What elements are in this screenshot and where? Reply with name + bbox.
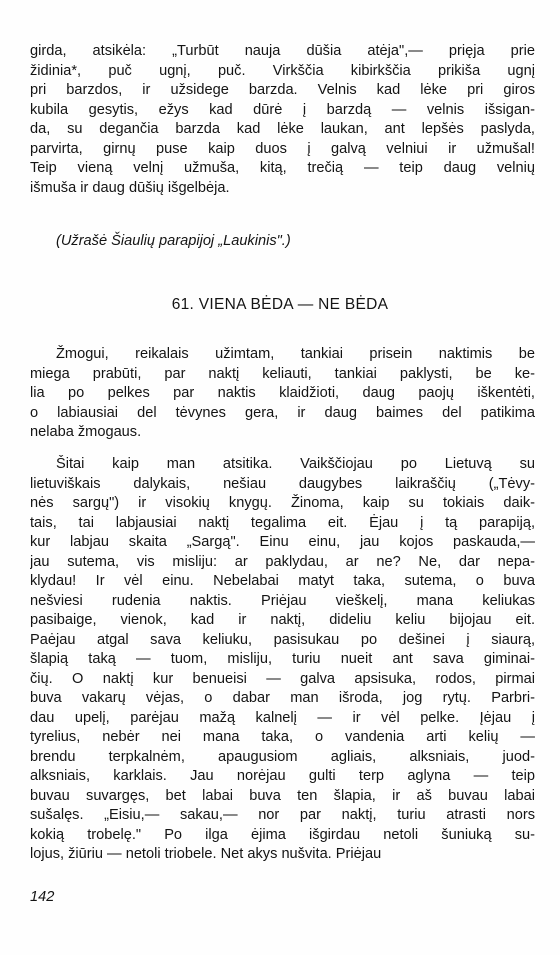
text-line: da, su degančia barzda kad lėke laukan, ant lepšės paslyda, (30, 121, 535, 137)
text-line: sušalęs. „Eisiu,— sakau,— nor par naktį, turiu atrasti nors (30, 807, 535, 823)
text-line: tais, tai labjausiai naktį tegalima eit. Ėjau į tą parapiją, (30, 514, 535, 531)
text-line: čių. O naktį kur benueisi — galva apsisuka, rodos, pirmai (30, 670, 535, 687)
text-line: jau sutema, vis misliju: ar paklydau, ar ne? Ne, dar nepa- (30, 553, 535, 570)
text-line: alksniais, karklais. Jau norėjau gulti terp aglyna — teip (30, 768, 535, 784)
text-line: Teip vieną velnį užmuša, kitą, trečią — teip daug velnių (30, 160, 535, 176)
text-line: buvau suvargęs, bet labai buva ten šlapia, ir aš buvau labai (30, 787, 535, 804)
text-line: nelaba žmogaus. (30, 424, 142, 440)
story-ending-text (30, 42, 535, 198)
text-line: miega prabūti, par naktį keliauti, tankiai paklysti, be ke- (30, 365, 535, 382)
text-line: kokią trobelę." Po ilga ėjima išgirdau netoli šuniuką su- (30, 826, 535, 843)
text-line: židinia*, puč ugnį, puč. Virkščia kibirkščia prikiša ugnį (30, 62, 535, 79)
text-line: girda, atsikėla: „Turbūt nauja dūšia atėja",— prięja prie (30, 43, 535, 59)
source-note: (Užrašė Šiaulių parapijoj „Laukinis".) (56, 233, 291, 249)
text-line: lietuviškais dalykais, nešiau daugybes laikraščių („Tėvy- (30, 475, 535, 492)
story-heading: 61. VIENA BĖDA — NE BĖDA (171, 296, 389, 313)
text-line: tyrelius, nebėr nei mana taka, o vandenia arti kelių — (30, 729, 535, 745)
text-line: lia po pelkes par naktis klaidžioti, daug paojų iškentėti, (30, 385, 535, 401)
text-line: brendu terpkalnėm, apaugusiom agliais, alksniais, juod- (30, 748, 535, 765)
text-line: nės sargų") ir visokių knygų. Žinoma, kaip su tokiais daik- (30, 495, 535, 511)
text-line: buva vakarų vėjas, o dabar man išroda, jog rytų. Parbri- (30, 690, 535, 706)
paragraph-2 (30, 455, 535, 865)
text-line: kur labjau skaita „Sargą". Einu einu, jau kojos paskauda,— (30, 534, 535, 550)
text-line: parvirta, girnų puse kaip duos į galvą velniui ir užmušal! (30, 140, 535, 157)
text-line: pasibaige, vienok, kad ir naktį, dideliu keliu bijojau eit. (30, 612, 535, 628)
text-line: Šitai kaip man atsitika. Vaikščiojau po Lietuvą su (56, 456, 535, 472)
page-number: 142 (30, 889, 55, 905)
text-line: išmuša ir daug dūšių išgelbėja. (30, 179, 230, 196)
text-line: Žmogui, reikalais užimtam, tankiai prisein naktimis be (56, 346, 535, 362)
text-line: dau upelį, parėjau mažą kalnelį — ir vėl pelke. Įėjau į (30, 709, 535, 726)
text-line: Paėjau atgal sava keliuku, pasisukau po dešinei į siaurą, (30, 631, 535, 648)
text-line: kubila gesytis, ežys kad dūrė į barzdą — velnis išsigan- (30, 101, 535, 118)
paragraph-1 (30, 345, 535, 443)
text-line: o labiausiai del tėvynes gera, ir daug baimes del patikima (30, 404, 535, 421)
text-line: lojus, žiūriu — netoli triobele. Net akys nušvita. Priėjau (30, 846, 382, 862)
text-line: klydau! Ir vėl einu. Nebelabai matyt taka, sutema, o buva (30, 573, 535, 589)
text-line: šlapią taką — tuom, misliju, turiu nueit ant sava giminai- (30, 651, 535, 667)
text-line: pri barzdos, ir užsidege barzda. Velnis kad lėke pri giros (30, 82, 535, 98)
text-line: nešviesi rudenia naktis. Priėjau vieškelį, mana keliukas (30, 592, 535, 609)
